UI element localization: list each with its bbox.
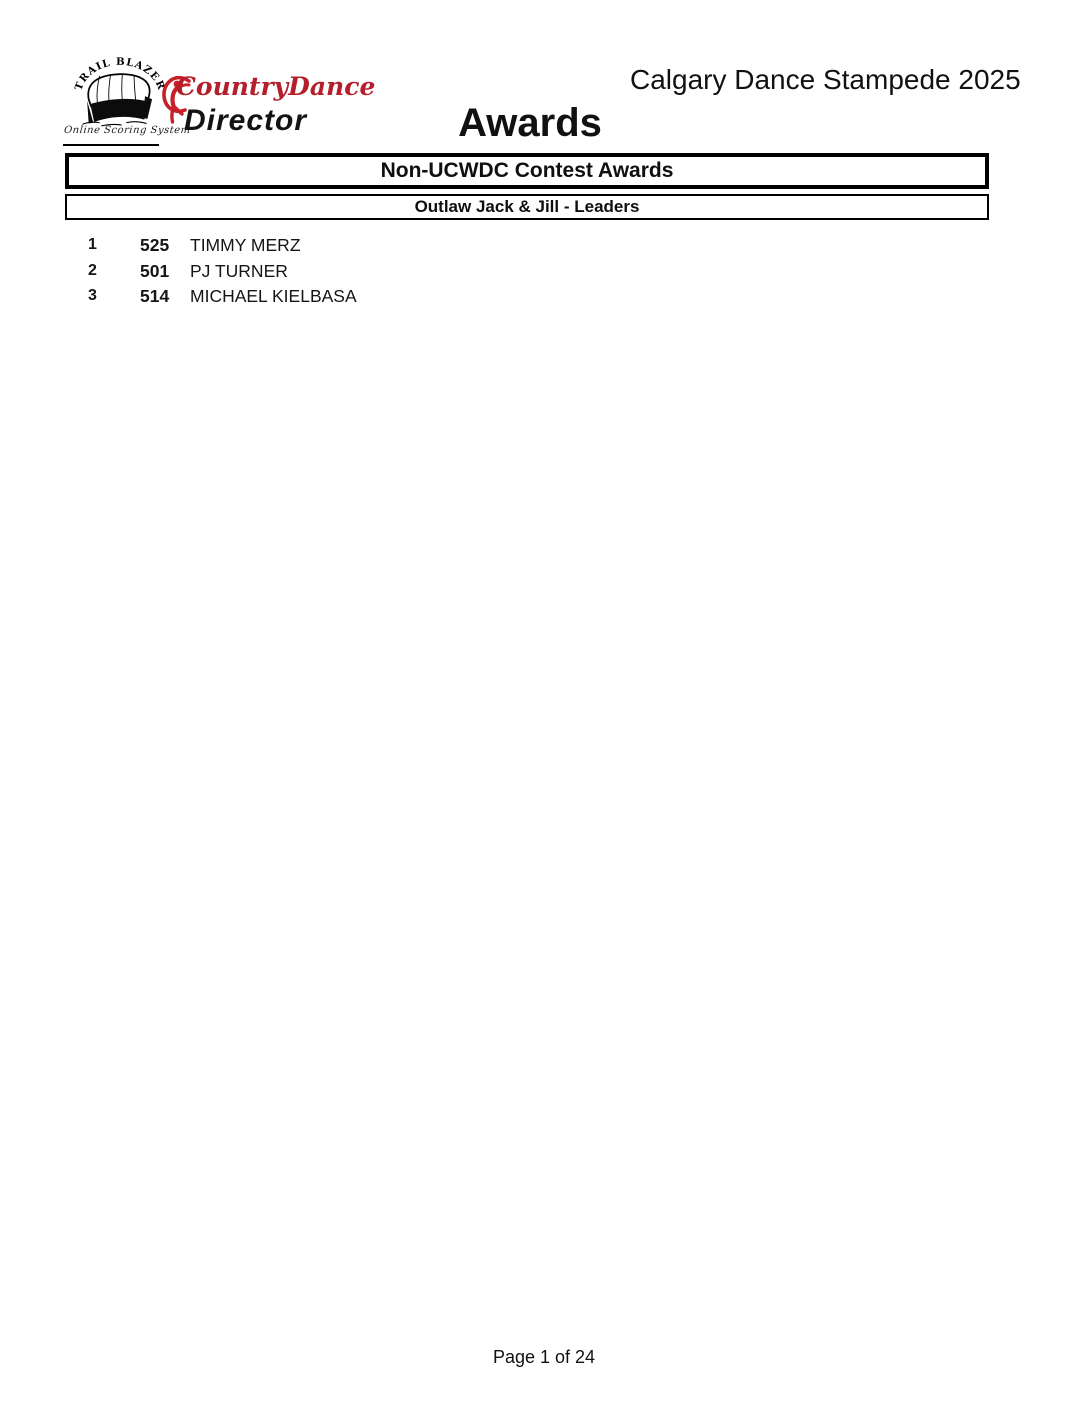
results-list (0, 233, 1000, 310)
result-row (0, 284, 1000, 310)
result-row (0, 259, 1000, 285)
competitor-name: TIMMY MERZ (190, 235, 301, 255)
bib-number: 501 (140, 260, 170, 281)
competitor-name: MICHAEL KIELBASA (190, 286, 357, 307)
placement: 1 (88, 236, 97, 253)
page-number-footer: Page 1 of 24 (492, 1347, 596, 1367)
placement: 2 (88, 261, 97, 279)
brand-director: Director (184, 104, 308, 137)
bib-number: 525 (140, 235, 170, 255)
section-banner-contest: Non-UCWDC Contest Awards (65, 153, 989, 189)
competitor-name: PJ TURNER (190, 260, 288, 281)
result-row (0, 233, 1000, 259)
event-title: Calgary Dance Stampede 2025 (630, 64, 1021, 95)
brand-countrydance: CountryDance (176, 72, 376, 101)
page-title: Awards (458, 101, 602, 145)
bib-number: 514 (140, 286, 170, 307)
placement: 3 (88, 287, 97, 305)
section-banner-division: Outlaw Jack & Jill - Leaders (65, 194, 989, 220)
logo-tagline: Online Scoring System (63, 125, 192, 136)
logo-arch-text: TRAIL BLAZER (72, 57, 168, 93)
